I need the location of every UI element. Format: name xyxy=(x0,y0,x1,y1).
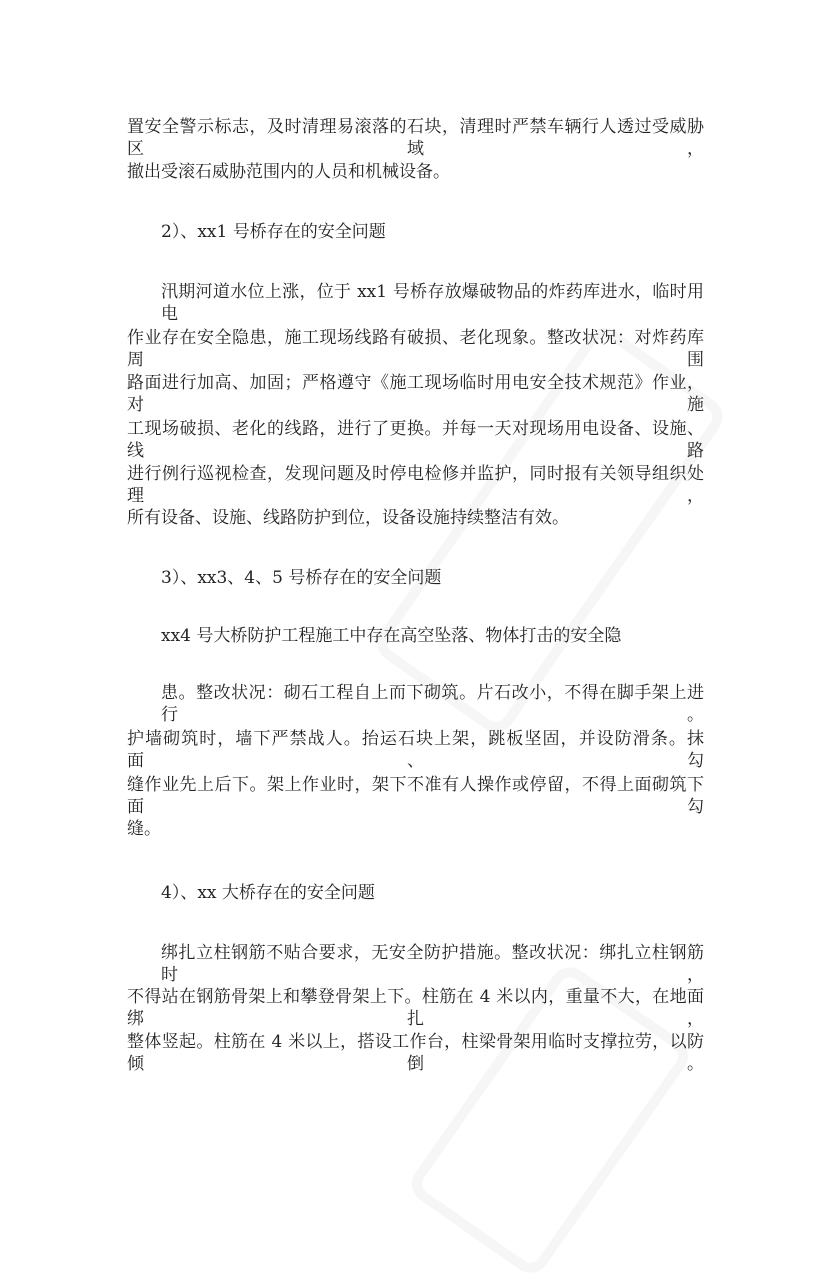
paragraph-line: 缝作业先上后下。架上作业时，架下不准有人操作或停留，不得上面砌筑下面勾 xyxy=(127,775,704,817)
section-heading: 3）、xx3、4、5 号桥存在的安全问题 xyxy=(161,568,442,588)
section-heading: 2）、xx1 号桥存在的安全问题 xyxy=(161,222,386,242)
paragraph-line: 汛期河道水位上涨，位于 xx1 号桥存放爆破物品的炸药库进水，临时用电 xyxy=(161,282,704,324)
paragraph-line: 置安全警示标志，及时清理易滚落的石块，清理时严禁车辆行人透过受威胁区域， xyxy=(127,117,704,159)
paragraph-line: 护墙砌筑时，墙下严禁战人。抬运石块上架，跳板坚固，并设防滑条。抹面、勾 xyxy=(127,729,704,771)
section-heading: 4）、xx 大桥存在的安全问题 xyxy=(161,883,375,903)
paragraph-line: 工现场破损、老化的线路，进行了更换。并每一天对现场用电设备、设施、线路 xyxy=(127,419,704,461)
paragraph-line: 缝。 xyxy=(127,819,161,839)
paragraph-line: xx4 号大桥防护工程施工中存在高空坠落、物体打击的安全隐 xyxy=(161,626,622,646)
paragraph-line: 撤出受滚石威胁范围内的人员和机械设备。 xyxy=(127,162,450,182)
paragraph-line: 进行例行巡视检查，发现问题及时停电检修并监护，同时报有关领导组织处理， xyxy=(127,464,704,506)
paragraph-line: 不得站在钢筋骨架上和攀登骨架上下。柱筋在 4 米以内，重量不大，在地面绑扎， xyxy=(127,987,704,1029)
paragraph-line: 所有设备、设施、线路防护到位，设备设施持续整洁有效。 xyxy=(127,508,569,528)
paragraph-line: 绑扎立柱钢筋不贴合要求，无安全防护措施。整改状况：绑扎立柱钢筋时， xyxy=(161,943,704,985)
paragraph-line: 路面进行加高、加固；严格遵守《施工现场临时用电安全技术规范》作业，对施 xyxy=(127,373,704,415)
paragraph-line: 整体竖起。柱筋在 4 米以上，搭设工作台，柱梁骨架用临时支撑拉劳，以防倾倒。 xyxy=(127,1032,704,1074)
paragraph-line: 作业存在安全隐患，施工现场线路有破损、老化现象。整改状况：对炸药库周围 xyxy=(127,328,704,370)
paragraph-line: 患。整改状况：砌石工程自上而下砌筑。片石改小，不得在脚手架上进行。 xyxy=(161,683,704,725)
